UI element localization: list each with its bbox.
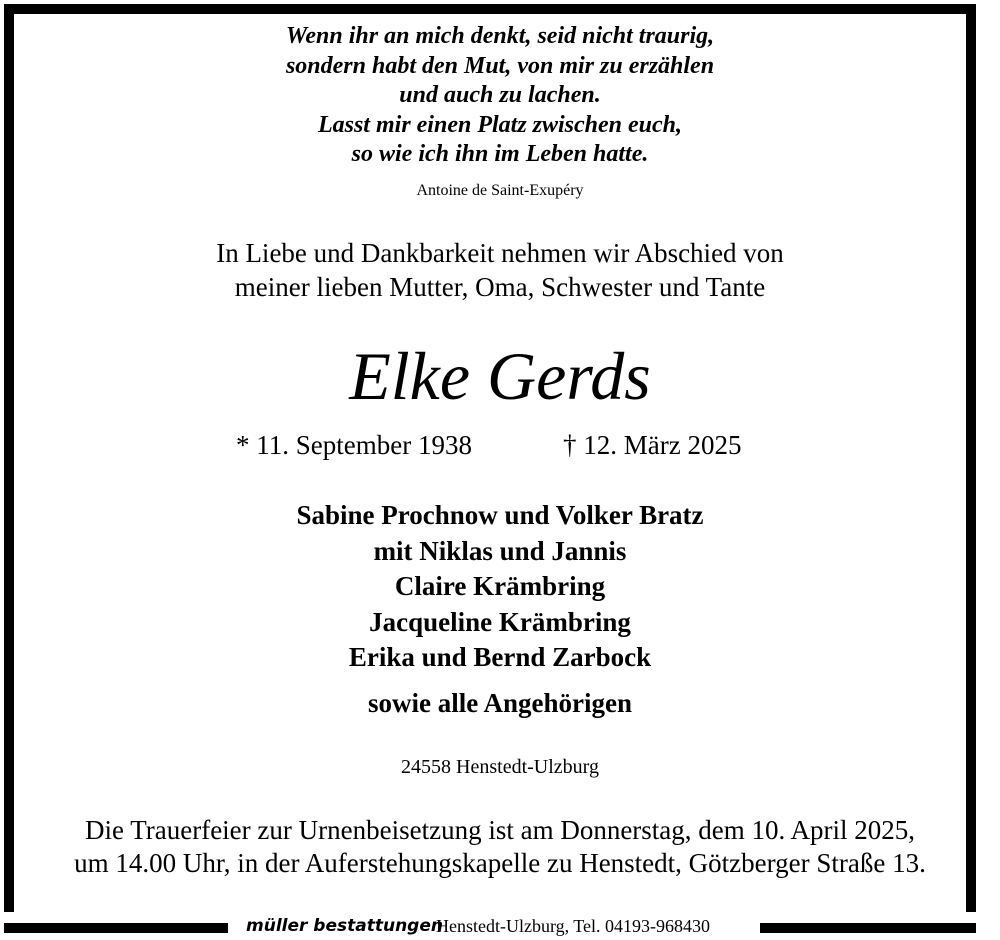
location-text: 24558 Henstedt-Ulzburg	[401, 756, 599, 778]
death-date: † 12. März 2025	[563, 430, 742, 460]
ceremony-line: Die Trauerfeier zur Urnenbeisetzung ist am Donnerstag, dem 10. April 2025,	[84, 815, 916, 845]
intro-line: meiner lieben Mutter, Oma, Schwester und Tante	[234, 272, 766, 302]
quote-line: Lasst mir einen Platz zwischen euch,	[317, 111, 683, 138]
intro-text	[0, 236, 1000, 304]
footer-rule-left	[4, 923, 228, 933]
quote-line: und auch zu lachen.	[399, 82, 601, 108]
quote-line: sondern habt den Mut, von mir zu erzählen	[285, 52, 715, 79]
intro-line: In Liebe und Dankbarkeit nehmen wir Abschied von	[216, 238, 784, 268]
quote-line: Wenn ihr an mich denkt, seid nicht traurig,	[285, 23, 715, 49]
funeral-home-contact: Henstedt-Ulzburg, Tel. 04193-968430	[436, 916, 711, 936]
family-line: mit Niklas und Jannis	[373, 535, 627, 566]
family-line: Erika und Bernd Zarbock	[348, 642, 652, 672]
family-members	[0, 498, 1000, 676]
family-line: Sabine Prochnow und Volker Bratz	[296, 500, 704, 530]
quote-author: Antoine de Saint-Exupéry	[416, 182, 584, 199]
relatives-text: sowie alle Angehörigen	[368, 688, 632, 718]
footer-bar	[0, 912, 1000, 940]
ceremony-info	[0, 814, 1000, 880]
deceased-name: Elke Gerds	[349, 338, 651, 414]
family-line: Jacqueline Krämbring	[369, 606, 631, 637]
birth-date: * 11. September 1938	[236, 430, 472, 460]
quote-poem	[0, 22, 1000, 170]
footer-rule-right	[760, 923, 976, 933]
quote-line: so wie ich ihn im Leben hatte.	[351, 141, 649, 167]
family-line: Claire Krämbring	[394, 571, 606, 601]
funeral-home-logo: müller bestattungen	[246, 916, 443, 936]
ceremony-line: um 14.00 Uhr, in der Auferstehungskapelle zu Henstedt, Götzberger Straße 13.	[74, 848, 926, 878]
